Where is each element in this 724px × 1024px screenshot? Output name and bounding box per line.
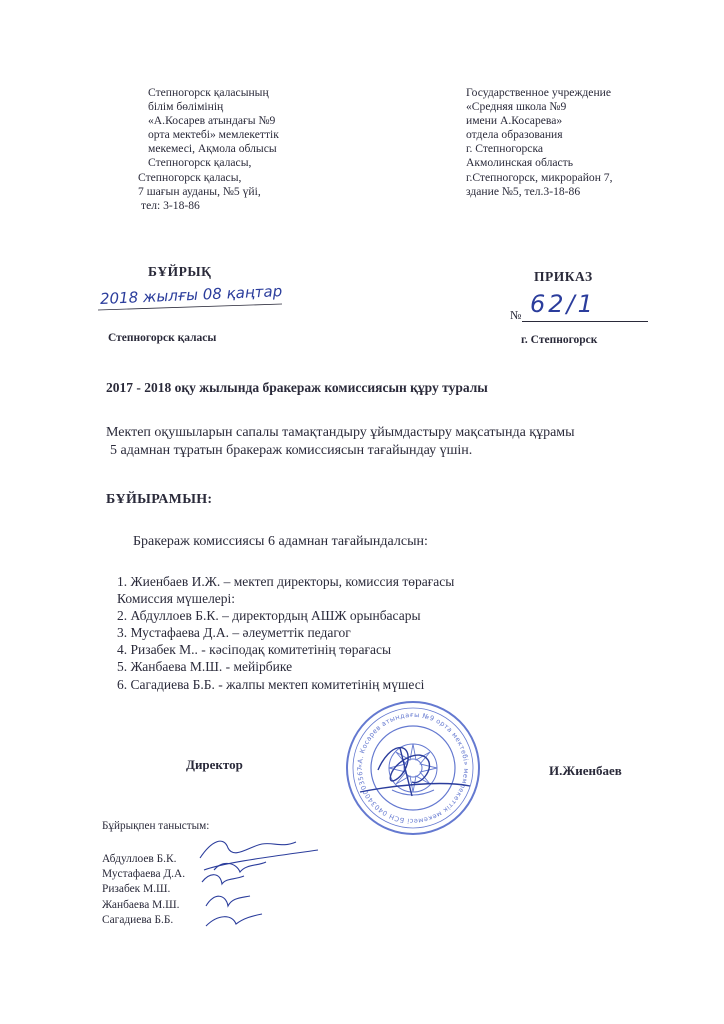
order-number-handwritten: 62/1	[530, 290, 596, 318]
order-word: БҰЙЫРАМЫН:	[106, 492, 213, 507]
order-number-label: №	[510, 308, 522, 322]
header-right-line: г.Степногорск, микрорайон 7,	[466, 170, 613, 184]
acknowledgement-name: Мустафаева Д.А.	[102, 868, 186, 881]
svg-text:«А. Косарев атындағы №9 орта м	[356, 711, 470, 825]
header-right-line: здание №5, тел.3-18-86	[466, 184, 581, 198]
date-underline	[98, 304, 282, 310]
header-left-line: тел: 3-18-86	[141, 198, 200, 212]
header-right-line: Акмолинская область	[466, 156, 573, 170]
stamp-text: «А. Косарев атындағы №9 орта мектебі» мемлекеттік мекемесі БСН 040340003567	[355, 710, 471, 826]
header-left-line: «А.Косарев атындағы №9	[148, 114, 276, 128]
header-right-line: «Средняя школа №9	[466, 100, 567, 114]
header-left-line: білім бөлімінің	[148, 100, 224, 114]
acknowledgement-name: Ризабек М.Ш.	[102, 883, 171, 896]
header-left-line: мекемесі, Ақмола облысы	[148, 142, 277, 156]
acknowledgement-name: Жанбаева М.Ш.	[102, 898, 180, 911]
city-russian: г. Степногорск	[521, 334, 598, 346]
decree-text: Бракераж комиссиясы 6 адамнан тағайындалсын:	[133, 534, 428, 549]
member-line: Комиссия мүшелері:	[117, 591, 236, 607]
director-name: И.Жиенбаев	[549, 763, 622, 778]
order-subject: 2017 - 2018 оқу жылында бракераж комиссиясын құру туралы	[106, 380, 488, 395]
acknowledgement-title: Бұйрықпен таныстым:	[102, 820, 210, 832]
member-line: 6. Сагадиева Б.Б. - жалпы мектеп комитетінің мүшесі	[117, 676, 425, 692]
member-line: 4. Ризабек М.. - кәсіподақ комитетінің төрағасы	[117, 642, 392, 658]
header-right-line: Государственное учреждение	[466, 86, 612, 99]
title-russian: ПРИКАЗ	[534, 269, 593, 284]
header-left-line: 7 шағын ауданы, №5 үйі,	[138, 184, 261, 198]
header-left-line: Степногорск қаласы,	[148, 156, 252, 170]
director-role: Директор	[186, 757, 243, 772]
acknowledgement-name: Абдуллоев Б.К.	[102, 853, 177, 865]
official-stamp-icon	[347, 702, 479, 834]
header-left-line: Степногорск қаласының	[148, 86, 269, 99]
member-line: 1. Жиенбаев И.Ж. – мектеп директоры, комиссия төрағасы	[117, 574, 455, 589]
acknowledgement-name: Сагадиева Б.Б.	[102, 913, 174, 926]
member-line: 5. Жанбаева М.Ш. - мейірбике	[117, 659, 293, 675]
header-right-line: г. Степногорска	[466, 142, 544, 156]
header-right-line: имени А.Косарева»	[466, 114, 563, 128]
order-date-handwritten: 2018 жылғы 08 қаңтар	[99, 282, 283, 308]
member-line: 3. Мустафаева Д.А. – әлеуметтік педагог	[117, 625, 351, 641]
preamble-line: Мектеп оқушыларын сапалы тамақтандыру ұйымдастыру мақсатында құрамы	[106, 425, 575, 440]
title-kazakh: БҰЙРЫҚ	[148, 264, 212, 279]
city-kazakh: Степногорск қаласы	[108, 332, 217, 344]
header-right-line: отдела образования	[466, 128, 563, 142]
preamble-line: 5 адамнан тұратын бракераж комиссиясын тағайындау үшін.	[110, 443, 473, 458]
header-left-line: Степногорск қаласы,	[138, 170, 242, 184]
acknowledgement-signatures-icon	[200, 841, 318, 926]
header-left-line: орта мектебі» мемлекеттік	[148, 128, 279, 142]
member-line: 2. Абдуллоев Б.К. – директордың АШЖ орынбасары	[117, 608, 421, 624]
